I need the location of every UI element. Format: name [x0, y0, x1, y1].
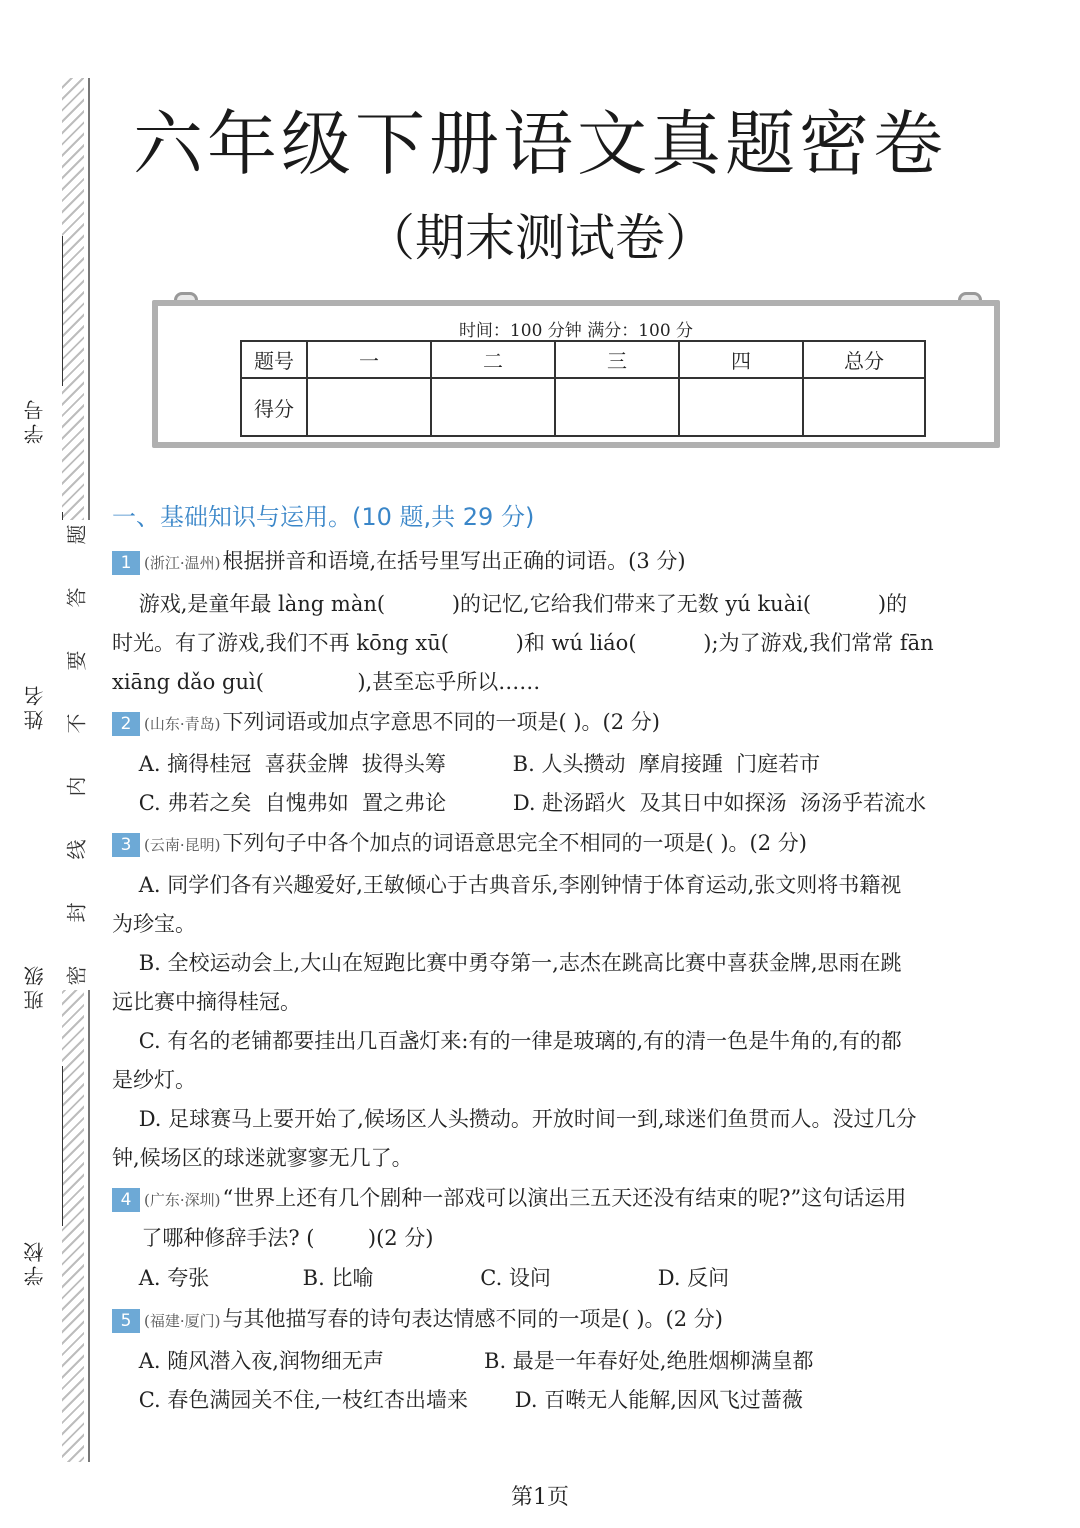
question-line: 钟,候场区的球迷就寥寥无几了。 [112, 1146, 413, 1170]
score-cell[interactable] [803, 378, 925, 436]
seal-char: 内 [64, 776, 89, 797]
question-option-line: C. 春色满园关不住,一枝红杏出墙来 D. 百啭无人能解,因风飞过蔷薇 [112, 1388, 803, 1412]
score-cell[interactable] [679, 378, 803, 436]
question-text: 根据拼音和语境,在括号里写出正确的词语。(3 分) [222, 549, 686, 573]
score-header-cell: 四 [679, 341, 803, 378]
question-line: B. 全校运动会上,大山在短跑比赛中勇夺第一,志杰在跳高比赛中喜获金牌,思雨在跳 [112, 951, 902, 975]
question-stem [112, 1179, 906, 1220]
score-table [240, 340, 926, 437]
seal-char: 密 [64, 965, 89, 986]
school-field [20, 1066, 60, 1286]
score-header-cell: 三 [555, 341, 679, 378]
score-cell[interactable] [555, 378, 679, 436]
seal-char: 线 [64, 839, 89, 860]
question-line: 游戏,是童年最 làng màn( )的记忆,它给我们带来了无数 yú kuài( )的 [112, 592, 908, 616]
seal-char: 封 [64, 902, 89, 923]
question-number: 1 [112, 551, 140, 575]
question-line: 了哪种修辞手法? ( )(2 分) [128, 1226, 434, 1250]
question-option-line: A. 夸张 B. 比喻 C. 设问 D. 反问 [112, 1266, 730, 1290]
seal-char: 要 [64, 650, 89, 671]
question-region: (福建·厦门) [144, 1312, 221, 1330]
question-stem [112, 824, 807, 865]
question-stem [112, 1300, 723, 1341]
question-line: xiāng dǎo guì( ),甚至忘乎所以…… [112, 670, 541, 694]
score-header-cell: 总分 [803, 341, 925, 378]
name-label: 姓名 [23, 682, 47, 730]
question-number: 2 [112, 712, 140, 736]
name-field [20, 512, 60, 732]
page-number: 第1页 [511, 1485, 569, 1510]
question-number: 4 [112, 1188, 140, 1212]
question-line: 远比赛中摘得桂冠。 [112, 990, 301, 1014]
seal-line-text [60, 520, 90, 990]
question-region: (广东·深圳) [144, 1191, 221, 1209]
question-region: (浙江·温州) [144, 554, 221, 572]
seal-char: 题 [64, 524, 89, 545]
question-option-line: A. 摘得桂冠 喜获金牌 拔得头筹 B. 人头攒动 摩肩接踵 门庭若市 [112, 752, 821, 776]
question-text: 与其他描写春的诗句表达情感不同的一项是( )。(2 分) [222, 1307, 723, 1331]
student-id-label: 学号 [23, 396, 47, 444]
page-subtitle: （期末测试卷） [365, 209, 715, 267]
question-line: 是纱灯。 [112, 1068, 196, 1092]
question-option-line: C. 弗若之矣 自愧弗如 置之弗论 D. 赴汤蹈火 及其日中如探汤 汤汤乎若流水 [112, 791, 926, 815]
question-stem [112, 703, 660, 744]
question-region: (云南·昆明) [144, 836, 221, 854]
score-card [152, 300, 1000, 448]
question-option-line: A. 随风潜入夜,润物细无声 B. 最是一年春好处,绝胜烟柳满皇都 [112, 1349, 814, 1373]
question-number: 3 [112, 833, 140, 857]
seal-char: 不 [64, 713, 89, 734]
seal-char: 答 [64, 587, 89, 608]
question-line: 为珍宝。 [112, 912, 196, 936]
question-line: D. 足球赛马上要开始了,候场区人头攒动。开放时间一到,球迷们鱼贯而人。没过几分 [112, 1107, 917, 1131]
score-header-cell: 二 [431, 341, 555, 378]
section-heading: 一、基础知识与运用。(10 题,共 29 分) [112, 503, 535, 531]
score-header-cell: 一 [307, 341, 431, 378]
question-stem [112, 542, 686, 583]
question-line: A. 同学们各有兴趣爱好,王敏倾心于古典音乐,李刚钟情于体育运动,张文则将书籍视 [112, 873, 902, 897]
exam-meta: 时间：100 分钟 满分：100 分 [458, 321, 694, 341]
class-field [20, 790, 60, 1030]
question-text: “世界上还有几个剧种一部戏可以演出三五天还没有结束的呢?”这句话运用 [222, 1186, 907, 1210]
question-text: 下列句子中各个加点的词语意思完全不相同的一项是( )。(2 分) [222, 831, 807, 855]
page-title: 六年级下册语文真题密卷 [133, 103, 947, 185]
question-text: 下列词语或加点字意思不同的一项是( )。(2 分) [222, 710, 660, 734]
question-region: (山东·青岛) [144, 715, 221, 733]
question-number: 5 [112, 1309, 140, 1333]
score-header-cell: 题号 [241, 341, 307, 378]
school-label: 学校 [23, 1238, 47, 1286]
score-cell[interactable] [431, 378, 555, 436]
question-line: C. 有名的老铺都要挂出几百盏灯来:有的一律是玻璃的,有的清一色是牛角的,有的都 [112, 1029, 902, 1053]
score-cell[interactable] [307, 378, 431, 436]
class-label: 班级 [23, 962, 47, 1010]
question-line: 时光。有了游戏,我们不再 kōng xū( )和 wú liáo( );为了游戏,我们常常 fān [112, 631, 934, 655]
score-row-label: 得分 [241, 378, 307, 436]
